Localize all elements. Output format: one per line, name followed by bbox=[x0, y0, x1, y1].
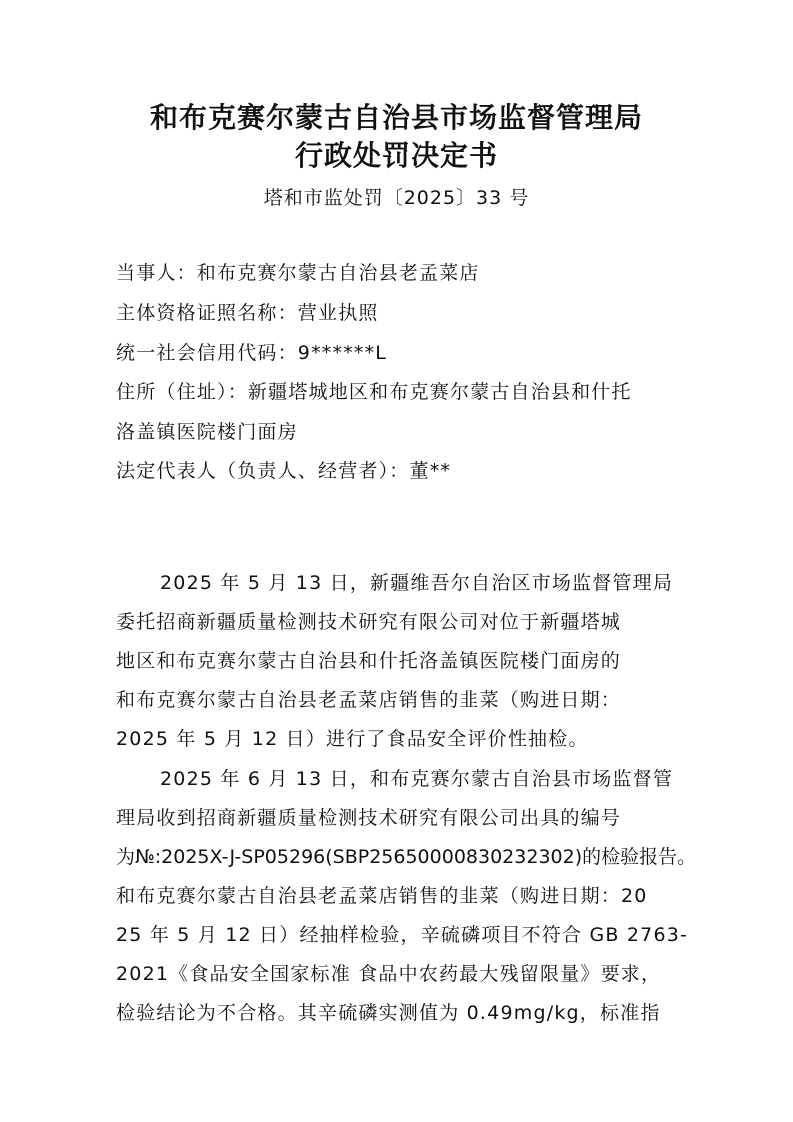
credit-code: 统一社会信用代码：9******L bbox=[116, 342, 388, 364]
paragraph-2-line-4: 和布克赛尔蒙古自治县老孟菜店销售的韭菜（购进日期：20 bbox=[116, 885, 648, 907]
paragraph-1-line-1: 2025 年 5 月 13 日，新疆维吾尔自治区市场监督管理局 bbox=[160, 572, 674, 594]
paragraph-2-line-2: 理局收到招商新疆质量检测技术研究有限公司出具的编号 bbox=[116, 807, 622, 829]
paragraph-2-line-3: 为№:2025X-J-SP05296(SBP25650000830232302)的检验报告。 bbox=[116, 846, 697, 868]
address-line-1: 住所（住址）：新疆塔城地区和布克赛尔蒙古自治县和什托 bbox=[116, 381, 632, 403]
document-title-line1: 和布克赛尔蒙古自治县市场监督管理局 bbox=[149, 101, 643, 134]
legal-representative: 法定代表人（负责人、经营者）：董** bbox=[116, 460, 452, 482]
document-number: 塔和市监处罚〔2025〕33 号 bbox=[263, 187, 530, 209]
address-line-2: 洛盖镇医院楼门面房 bbox=[116, 421, 298, 443]
paragraph-1-line-4: 和布克赛尔蒙古自治县老孟菜店销售的韭菜（购进日期： bbox=[116, 689, 622, 711]
paragraph-1-line-2: 委托招商新疆质量检测技术研究有限公司对位于新疆塔城 bbox=[116, 611, 622, 633]
paragraph-2-line-1: 2025 年 6 月 13 日，和布克赛尔蒙古自治县市场监督管 bbox=[160, 768, 674, 790]
paragraph-2-line-6: 2021《食品安全国家标准 食品中农药最大残留限量》要求， bbox=[116, 963, 662, 985]
license-name: 主体资格证照名称：营业执照 bbox=[116, 302, 379, 324]
paragraph-1-line-3: 地区和布克赛尔蒙古自治县和什托洛盖镇医院楼门面房的 bbox=[116, 650, 622, 672]
document-title-line2: 行政处罚决定书 bbox=[294, 139, 498, 172]
paragraph-2-line-7: 检验结论为不合格。其辛硫磷实测值为 0.49mg/kg，标准指 bbox=[116, 1002, 661, 1024]
party-name: 当事人：和布克赛尔蒙古自治县老孟菜店 bbox=[116, 262, 480, 284]
paragraph-1-line-5: 2025 年 5 月 12 日）进行了食品安全评价性抽检。 bbox=[116, 728, 589, 750]
paragraph-2-line-5: 25 年 5 月 12 日）经抽样检验，辛硫磷项目不符合 GB 2763- bbox=[116, 924, 689, 946]
